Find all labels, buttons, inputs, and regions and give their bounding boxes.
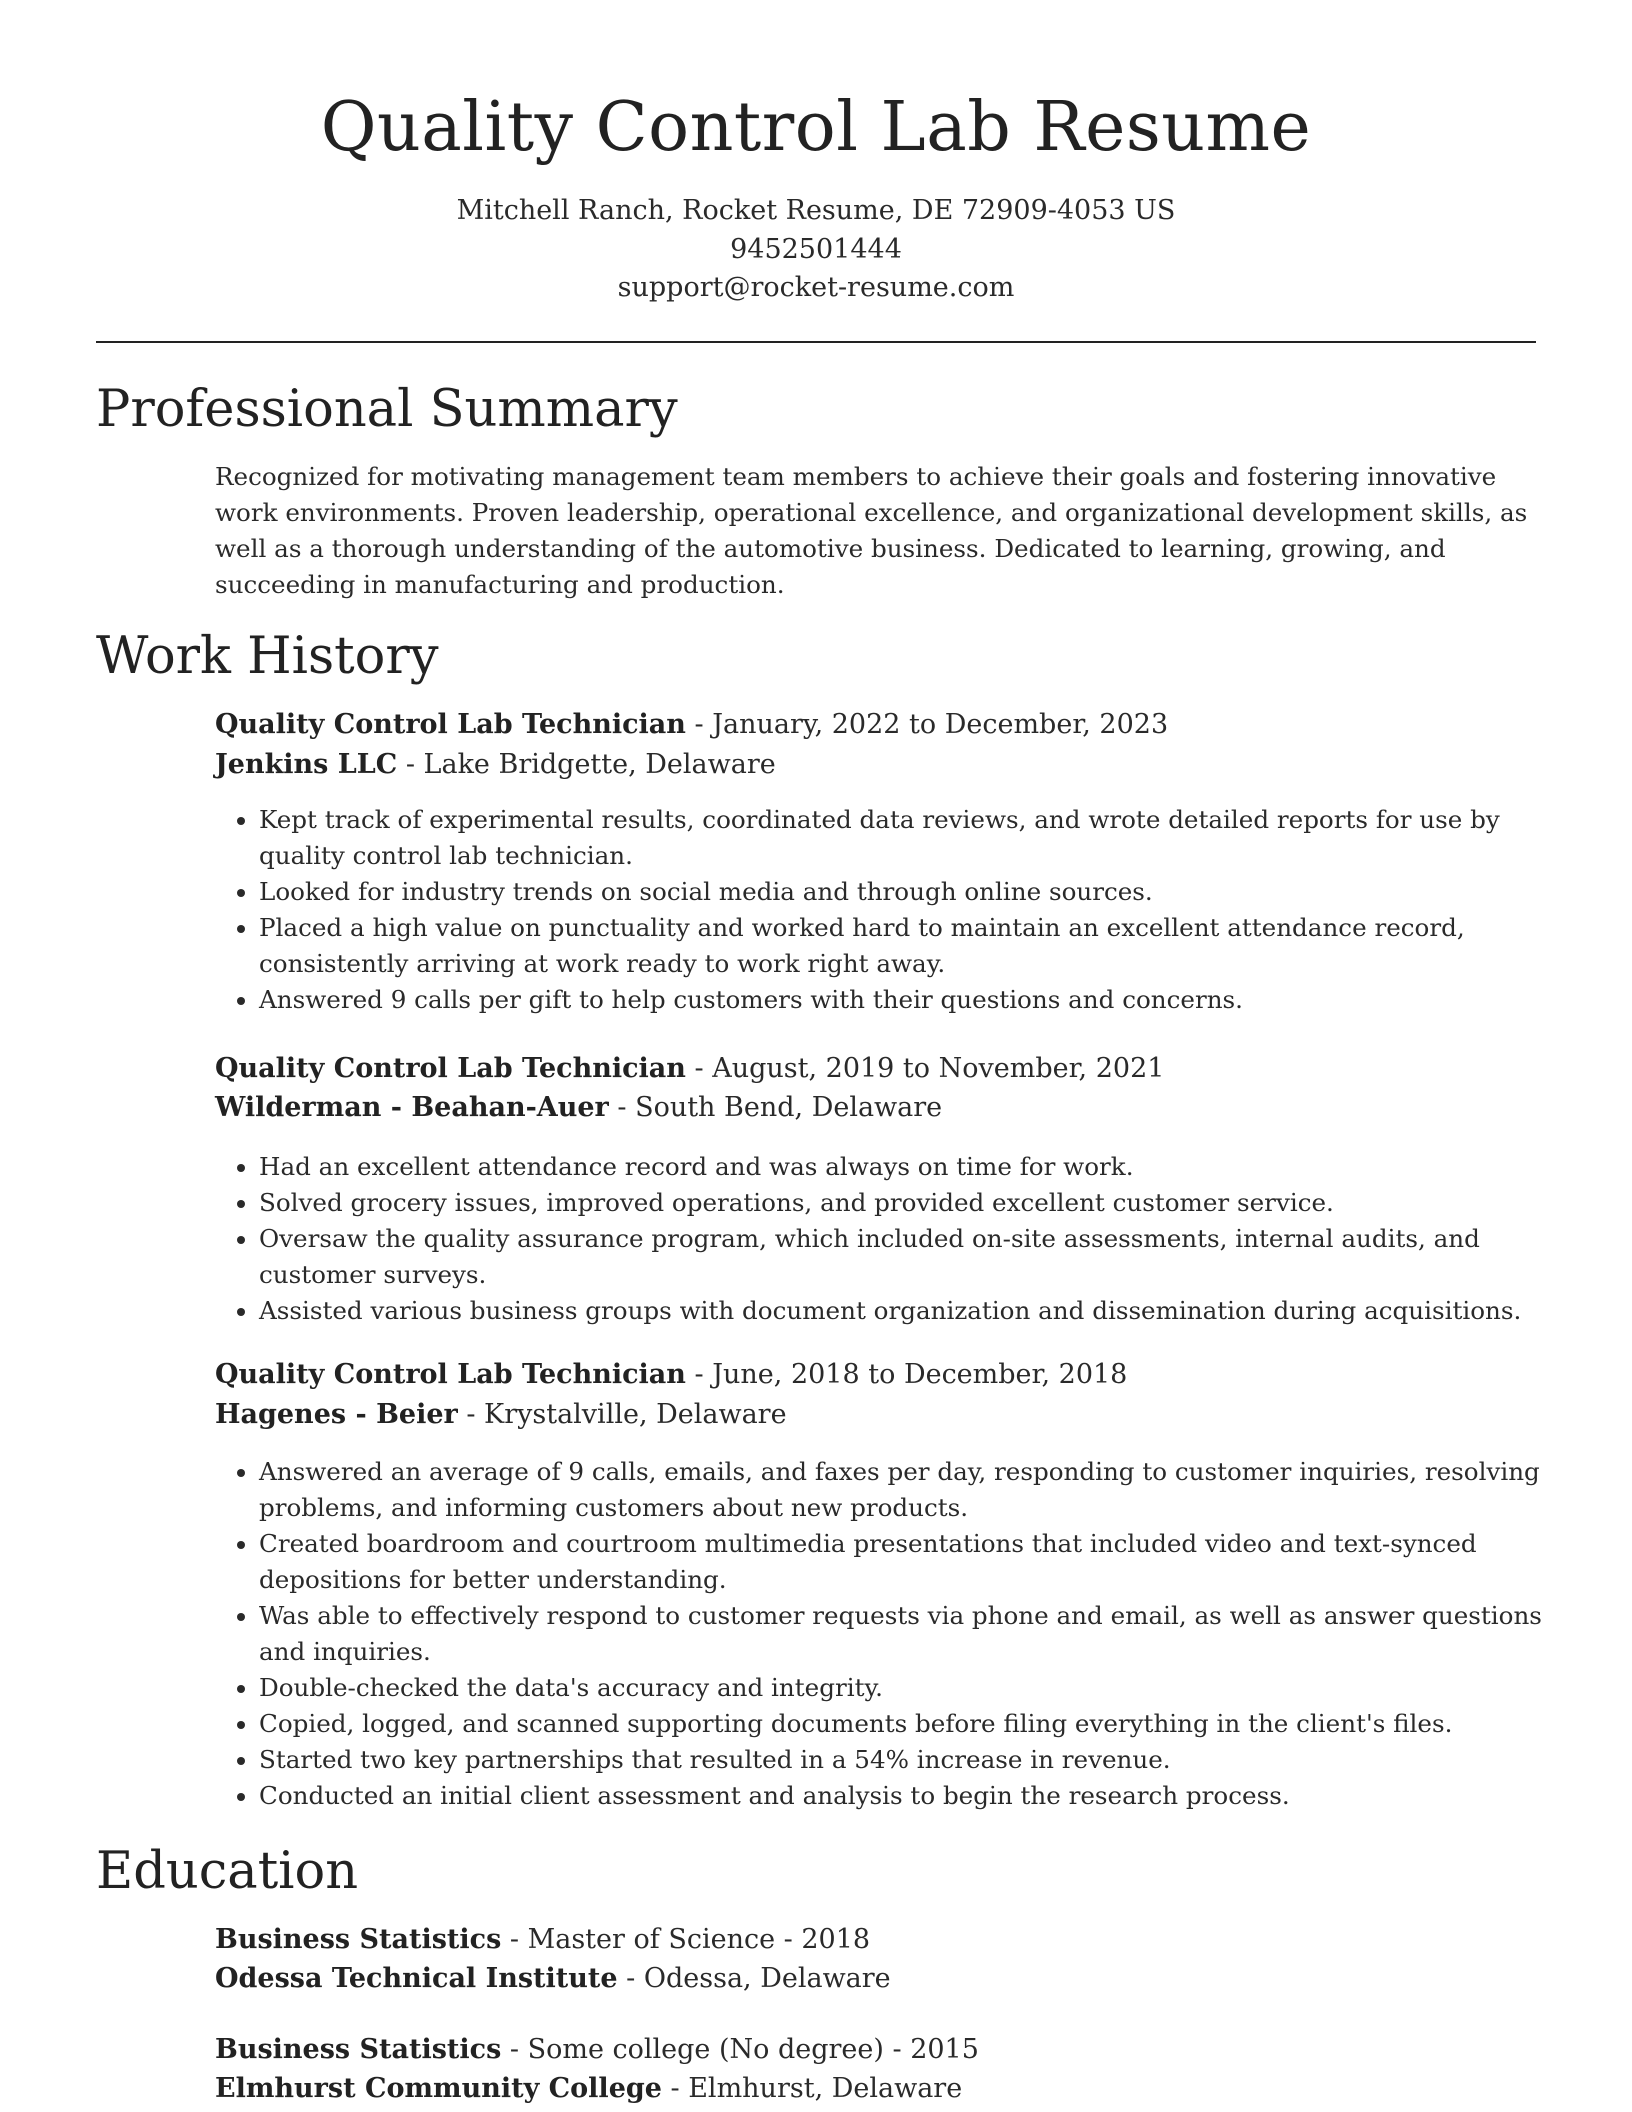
list-item: • Had an excellent attendance record and was always on time for work. bbox=[259, 1149, 1579, 1185]
education-field: Business Statistics bbox=[215, 1924, 502, 1955]
summary-text: Recognized for motivating management team members to achieve their goals and fostering innovative work environments. Proven leadership, operational excellence, and organizational development skills, as well as a thorough understanding of the automotive business. Dedicated to learning, growing, and succeeding in manufacturing and production. bbox=[215, 462, 1528, 599]
company-name: Jenkins LLC bbox=[215, 749, 398, 780]
list-item: • Started two key partnerships that resulted in a 54% increase in revenue. bbox=[259, 1742, 1579, 1778]
job-2-bullets bbox=[215, 1149, 1579, 1329]
education-2-degree bbox=[215, 2030, 1535, 2070]
school-location: - Odessa, Delaware bbox=[617, 1963, 891, 1994]
education-1-degree bbox=[215, 1920, 1535, 1960]
list-item: • Answered 9 calls per gift to help customers with their questions and concerns. bbox=[259, 982, 1579, 1018]
education-degree-year: - Some college (No degree) - 2015 bbox=[501, 2034, 979, 2065]
resume-title: Quality Control Lab Resume bbox=[320, 88, 1312, 167]
contact-address: Mitchell Ranch, Rocket Resume, DE 72909-4053 US bbox=[456, 195, 1176, 226]
school-name: Elmhurst Community College bbox=[215, 2073, 662, 2104]
job-3-bullets bbox=[215, 1454, 1579, 1814]
education-degree-year: - Master of Science - 2018 bbox=[501, 1924, 871, 1955]
list-item: • Placed a high value on punctuality and worked hard to maintain an excellent attendance record, consistently arriving at work ready to work right away. bbox=[259, 910, 1579, 982]
job-3-header bbox=[215, 1355, 1535, 1395]
list-item: • Copied, logged, and scanned supporting documents before filing everything in the client's files. bbox=[259, 1706, 1579, 1742]
education-2-school bbox=[215, 2069, 1535, 2109]
list-item: • Solved grocery issues, improved operations, and provided excellent customer service. bbox=[259, 1185, 1579, 1221]
work-history-heading: Work History bbox=[96, 627, 439, 686]
job-2-employer bbox=[215, 1088, 1535, 1128]
list-item: • Created boardroom and courtroom multimedia presentations that included video and text-synced depositions for better understanding. bbox=[259, 1526, 1579, 1598]
company-name: Hagenes - Beier bbox=[215, 1399, 458, 1430]
job-1-header bbox=[215, 705, 1535, 745]
company-location: - Krystalville, Delaware bbox=[457, 1399, 787, 1430]
education-field: Business Statistics bbox=[215, 2034, 502, 2065]
list-item: • Kept track of experimental results, coordinated data reviews, and wrote detailed reports for use by quality control lab technician. bbox=[259, 802, 1579, 874]
company-location: - Lake Bridgette, Delaware bbox=[397, 749, 776, 780]
company-location: - South Bend, Delaware bbox=[608, 1092, 943, 1123]
contact-email: support@rocket-resume.com bbox=[617, 272, 1015, 303]
list-item: • Looked for industry trends on social media and through online sources. bbox=[259, 874, 1579, 910]
job-title: Quality Control Lab Technician bbox=[215, 1359, 686, 1390]
job-dates: - June, 2018 to December, 2018 bbox=[685, 1359, 1128, 1390]
summary-heading: Professional Summary bbox=[96, 380, 678, 439]
school-name: Odessa Technical Institute bbox=[215, 1963, 618, 1994]
job-2-header bbox=[215, 1049, 1535, 1089]
list-item: • Assisted various business groups with document organization and dissemination during acquisitions. bbox=[259, 1293, 1579, 1329]
list-item: • Was able to effectively respond to customer requests via phone and email, as well as answer questions and inquiries. bbox=[259, 1598, 1579, 1670]
list-item: • Conducted an initial client assessment and analysis to begin the research process. bbox=[259, 1778, 1579, 1814]
job-3-employer bbox=[215, 1395, 1535, 1435]
education-heading: Education bbox=[96, 1842, 359, 1901]
list-item: • Double-checked the data's accuracy and integrity. bbox=[259, 1670, 1579, 1706]
job-title: Quality Control Lab Technician bbox=[215, 1053, 686, 1084]
job-title: Quality Control Lab Technician bbox=[215, 709, 686, 740]
job-dates: - August, 2019 to November, 2021 bbox=[685, 1053, 1165, 1084]
job-1-bullets bbox=[215, 802, 1579, 1018]
job-1-employer bbox=[215, 745, 1535, 785]
company-name: Wilderman - Beahan-Auer bbox=[215, 1092, 609, 1123]
list-item: • Answered an average of 9 calls, emails, and faxes per day, responding to customer inquiries, resolving problems, and informing customers about new products. bbox=[259, 1454, 1579, 1526]
job-dates: - January, 2022 to December, 2023 bbox=[685, 709, 1169, 740]
header-divider bbox=[96, 341, 1536, 343]
contact-phone: 9452501444 bbox=[730, 234, 902, 265]
school-location: - Elmhurst, Delaware bbox=[661, 2073, 963, 2104]
education-1-school bbox=[215, 1959, 1535, 1999]
list-item: • Oversaw the quality assurance program, which included on-site assessments, internal audits, and customer surveys. bbox=[259, 1221, 1579, 1293]
